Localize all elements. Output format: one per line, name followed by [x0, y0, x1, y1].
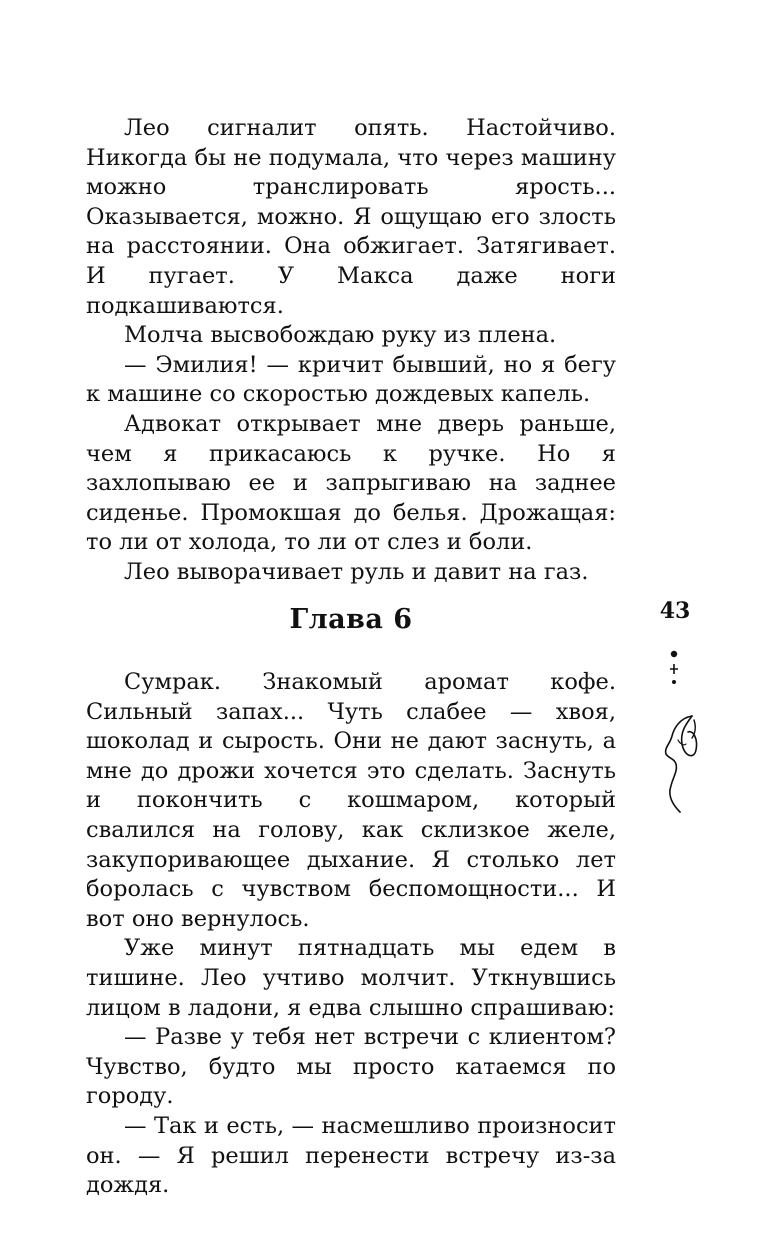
paragraph: Адвокат открывает мне дверь раньше, чем я прикасаюсь к ручке. Но я захлопываю ее и запрыгиваю на заднее сиденье. Промокшая до белья. Дрожащая: то ли от холода, то ли от слез и боли.: [86, 410, 616, 556]
decorative-ornament-icon: [650, 640, 706, 820]
chapter-title: Глава 6: [289, 604, 413, 635]
paragraph: Сумрак. Знакомый аромат кофе. Сильный запах... Чуть слабее — хвоя, шоколад и сырость. Они не дают заснуть, а мне до дрожи хочется это сделать. Заснуть и покончить с кошмаром, который свалился на голову, как склизкое желе, закупоривающее дыхание. Я столько лет боролась с чувством беспомощности... И вот оно вернулось.: [86, 669, 616, 932]
text-block-bottom: [86, 668, 616, 1201]
paragraph: — Разве у тебя нет встречи с клиентом? Чувство, будто мы просто катаемся по городу.: [86, 1024, 616, 1110]
paragraph: Лео выворачивает руль и давит на газ.: [124, 558, 589, 585]
paragraph: — Так и есть, — насмешливо произносит он. — Я решил перенести встречу из-за дождя.: [86, 1112, 616, 1199]
paragraph: Лео сигналит опять. Настойчиво. Никогда бы не подумала, что через машину можно транслировать ярость... Оказывается, можно. Я ощущаю его злость на расстоянии. Она обжигает. Затягивает. И пугает. У Макса даже ноги подкашиваются.: [86, 115, 616, 319]
text-block-top: [86, 114, 616, 588]
paragraph: Уже минут пятнадцать мы едем в тишине. Лео учтиво молчит. Уткнувшись лицом в ладони, я едва слышно спрашиваю:: [86, 935, 616, 1021]
paragraph: — Эмилия! — кричит бывший, но я бегу к машине со скоростью дождевых капель.: [86, 351, 616, 408]
page-number: 43: [659, 598, 691, 624]
paragraph: Молча высвобождаю руку из плена.: [124, 322, 557, 349]
